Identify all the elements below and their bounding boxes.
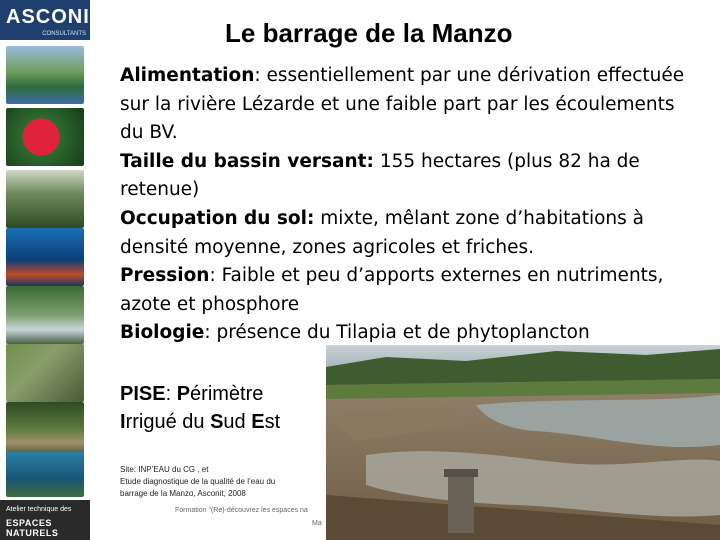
content-body <box>120 62 690 344</box>
label-taille: Taille du bassin versant: <box>120 150 374 172</box>
pise-line2 <box>120 408 280 436</box>
logo-name: ASCONIT <box>6 6 103 28</box>
turtle-photo <box>6 452 84 497</box>
suffix: : <box>209 265 216 287</box>
coral-reef-photo <box>6 228 84 286</box>
pise-i: I <box>120 411 126 433</box>
text-alimentation: essentiellement par une dérivation effectuée sur la rivière Lézarde et une faible part par les écoulements du BV. <box>120 65 685 144</box>
pise-s: S <box>210 411 224 433</box>
iguana-photo <box>6 344 84 402</box>
suffix: : <box>204 322 211 344</box>
pise-st: st <box>264 411 281 433</box>
pise-line1 <box>120 380 280 408</box>
paragraph-taille <box>120 148 690 205</box>
label-alimentation: Alimentation <box>120 65 255 86</box>
logo-sub: CONSULTANTS <box>42 31 86 37</box>
footer-text: Formation "(Re)-découvrez les espaces na <box>175 507 308 514</box>
text-biologie: présence du Tilapia et de phytoplancton <box>210 322 590 344</box>
reservoir-photo <box>326 345 720 540</box>
red-flower-photo <box>6 108 84 166</box>
source-line1: Site: INP’EAU du CG , et <box>120 465 209 474</box>
pise-colon: : <box>165 383 177 405</box>
pise-e: E <box>251 411 265 433</box>
source-note <box>120 464 320 500</box>
label-biologie: Biologie <box>120 322 205 344</box>
pise-perimetre: érimètre <box>190 383 264 405</box>
forest-photo <box>6 170 84 228</box>
reservoir-photo-svg <box>326 345 720 540</box>
sidebar <box>0 0 103 540</box>
footer-text-2: Ma <box>312 520 322 527</box>
pise-irrigue: rrigué du <box>125 411 211 433</box>
pise-p: P <box>176 383 191 405</box>
label-occupation: Occupation du sol: <box>120 207 315 229</box>
footer-logo-line1: Atelier technique des <box>6 506 72 513</box>
paragraph-occupation <box>120 205 690 262</box>
river-photo <box>6 286 84 344</box>
coast-photo <box>6 46 84 104</box>
text-taille: 155 hectares (plus 82 ha de retenue) <box>120 150 640 201</box>
footer-logo <box>0 500 90 540</box>
source-line2: Etude diagnostique de la qualité de l’eau du <box>120 477 276 486</box>
asconit-logo <box>0 0 103 40</box>
paragraph-alimentation <box>120 62 690 148</box>
text-pression: Faible et peu d’apports externes en nutriments, azote et phosphore <box>120 265 664 315</box>
pise-definition <box>120 380 280 436</box>
content-clip <box>118 62 708 344</box>
footer-logo-line2: ESPACES NATURELS <box>6 518 59 538</box>
source-line3: barrage de la Manzo, Asconit, 2008 <box>120 489 246 498</box>
suffix: : <box>254 65 261 86</box>
label-pression: Pression <box>120 265 210 287</box>
pise-acronym: PISE <box>120 383 166 405</box>
paragraph-biologie <box>120 319 690 344</box>
pise-ud: ud <box>223 411 252 433</box>
paragraph-pression <box>120 262 690 319</box>
slide-title: Le barrage de la Manzo <box>225 18 513 48</box>
text-occupation: mixte, mêlant zone d’habitations à densité moyenne, zones agricoles et friches. <box>120 207 644 258</box>
